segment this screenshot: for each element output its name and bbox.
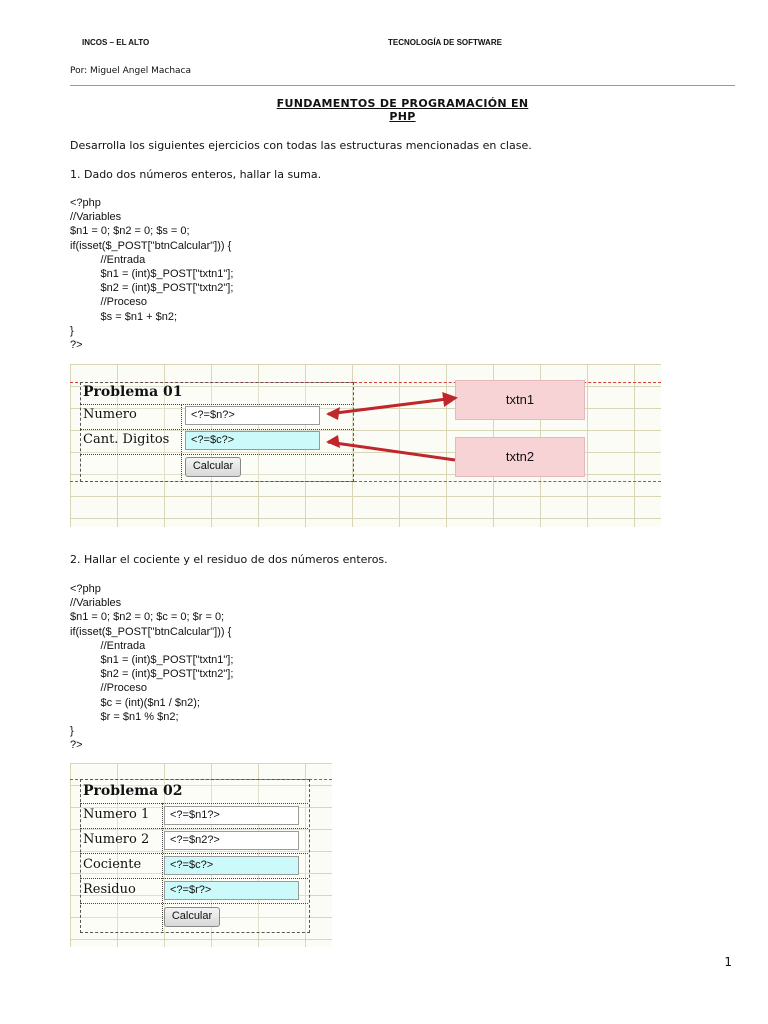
- cant-digitos-label: Cant. Digitos: [83, 432, 170, 447]
- cociente-output-field[interactable]: <?=$c?>: [164, 856, 299, 875]
- residuo-output-field[interactable]: <?=$r?>: [164, 881, 299, 900]
- calcular-button[interactable]: Calcular: [164, 907, 220, 927]
- txtn1-input[interactable]: <?=$n1?>: [164, 806, 299, 825]
- exercise2-form-screenshot: [70, 763, 332, 947]
- txtn2-output-field[interactable]: <?=$c?>: [185, 431, 320, 450]
- exercise2-heading: 2. Hallar el cociente y el residuo de dos números enteros.: [70, 553, 388, 566]
- header-institution: INCOS – EL ALTO: [82, 38, 150, 47]
- cociente-label: Cociente: [83, 857, 142, 872]
- intro-text: Desarrolla los siguientes ejercicios con todas las estructuras mencionadas en clase.: [70, 139, 532, 152]
- exercise1-heading: 1. Dado dos números enteros, hallar la suma.: [70, 168, 322, 181]
- calcular-button[interactable]: Calcular: [185, 457, 241, 477]
- callout-txtn1: txtn1: [455, 380, 585, 420]
- exercise2-code: <?php //Variables $n1 = 0; $n2 = 0; $c = 0; $r = 0; if(isset($_POST["btnCalcular"])) { //Entrada $n1 = (int)$_POST["txtn1"]; $n2 = (int)$_POST["txtn2"]; //Proceso $c = (int)($n1 / $n2); $r = $n1 % $n2; } ?>: [70, 583, 234, 752]
- arrow-to-txtn1: [328, 398, 455, 414]
- header-rule: [70, 85, 735, 86]
- doc-title-line2: PHP: [389, 110, 416, 123]
- arrow-to-txtn2: [328, 442, 455, 460]
- numero-label: Numero: [83, 407, 137, 422]
- header-course: TECNOLOGÍA DE SOFTWARE: [388, 38, 502, 47]
- numero1-label: Numero 1: [83, 807, 150, 822]
- residuo-label: Residuo: [83, 882, 136, 897]
- callout-arrows: [70, 364, 661, 527]
- callout-txtn2: txtn2: [455, 437, 585, 477]
- txtn1-input[interactable]: <?=$n?>: [185, 406, 320, 425]
- form-title: Problema 01: [83, 384, 183, 400]
- txtn2-input[interactable]: <?=$n2?>: [164, 831, 299, 850]
- exercise1-code: <?php //Variables $n1 = 0; $n2 = 0; $s = 0; if(isset($_POST["btnCalcular"])) { //Entrada $n1 = (int)$_POST["txtn1"]; $n2 = (int)$_POST["txtn2"]; //Proceso $s = $n1 + $n2; } ?>: [70, 197, 234, 352]
- numero2-label: Numero 2: [83, 832, 150, 847]
- page-number: 1: [724, 955, 732, 969]
- form-title: Problema 02: [83, 783, 183, 799]
- author-byline: Por: Miguel Angel Machaca: [70, 66, 192, 76]
- exercise1-form-screenshot: [70, 364, 661, 527]
- doc-title-line1: FUNDAMENTOS DE PROGRAMACIÓN EN: [276, 97, 529, 110]
